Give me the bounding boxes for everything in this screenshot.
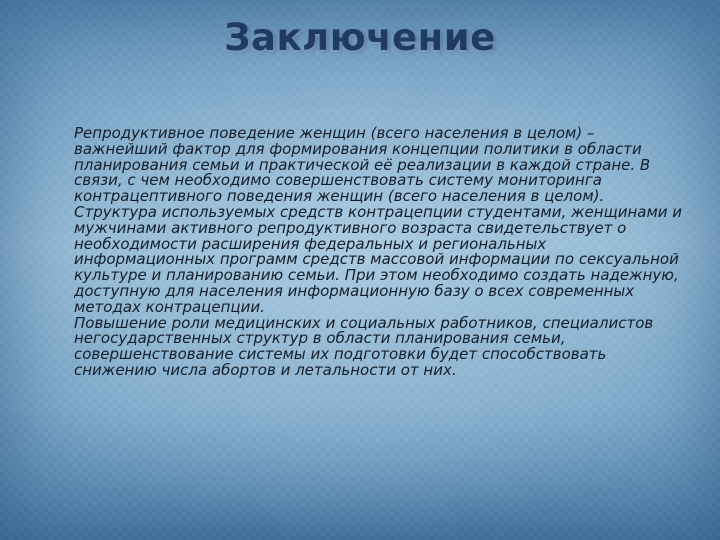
paragraph-contraception-structure: Структура используемых средств контрацепции студентами, женщинами и мужчинами активного репродуктивного возраста свидетельствует о необходимости расширения федеральных и региональных информационных программ средств массовой информации по сексуальной культуре и планированию семьи. При этом необходимо создать надежную, доступную для населения информационную базу о всех современных методах контрацепции. [74,202,683,316]
paragraph-role-of-workers: Повышение роли медицинских и социальных работников, специалистов негосударственных структур в области планирования семьи, совершенствование системы их подготовки будет способствовать снижению числа абортов и летальности от них. [74,313,654,379]
slide-body [74,126,686,379]
paragraph-reproductive-behavior: Репродуктивное поведение женщин (всего населения в целом) – важнейший фактор для формирования концепции политики в области планирования семьи и практической её реализации в каждой стране. В связи, с чем необходимо совершенствовать систему мониторинга контрацептивного поведения женщин (всего населения в целом). [74,124,651,206]
slide-title: Заключение [224,16,496,59]
